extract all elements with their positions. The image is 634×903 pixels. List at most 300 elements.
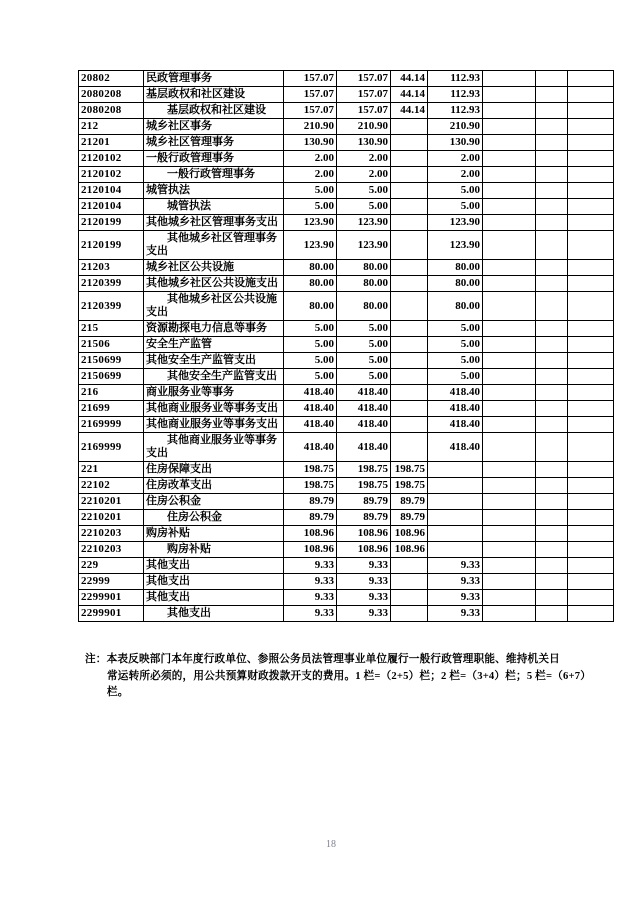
cell-col5 bbox=[483, 478, 536, 494]
cell-subject-code: 2120104 bbox=[79, 183, 144, 199]
cell-col6 bbox=[536, 478, 568, 494]
cell-col7 bbox=[568, 321, 614, 337]
cell-subject-name: 其他商业服务业等事务支出 bbox=[144, 401, 284, 417]
table-row bbox=[79, 151, 614, 167]
cell-col5 bbox=[483, 574, 536, 590]
cell-col5 bbox=[483, 510, 536, 526]
cell-col7 bbox=[568, 292, 614, 321]
cell-col6 bbox=[536, 183, 568, 199]
cell-col7 bbox=[568, 183, 614, 199]
cell-col1: 5.00 bbox=[284, 321, 337, 337]
cell-col3 bbox=[391, 292, 428, 321]
budget-table-body bbox=[79, 71, 614, 622]
cell-subject-name: 住房改革支出 bbox=[144, 478, 284, 494]
cell-col2: 80.00 bbox=[337, 260, 391, 276]
table-row bbox=[79, 292, 614, 321]
cell-col5 bbox=[483, 558, 536, 574]
cell-col2: 80.00 bbox=[337, 276, 391, 292]
cell-col6 bbox=[536, 462, 568, 478]
cell-col2: 5.00 bbox=[337, 183, 391, 199]
cell-col6 bbox=[536, 337, 568, 353]
cell-subject-code: 2169999 bbox=[79, 417, 144, 433]
cell-col6 bbox=[536, 510, 568, 526]
cell-col2: 9.33 bbox=[337, 558, 391, 574]
cell-col3 bbox=[391, 215, 428, 231]
cell-col4: 80.00 bbox=[428, 260, 483, 276]
cell-subject-name: 住房保障支出 bbox=[144, 462, 284, 478]
cell-col6 bbox=[536, 558, 568, 574]
cell-col1: 198.75 bbox=[284, 462, 337, 478]
cell-col3 bbox=[391, 574, 428, 590]
cell-col2: 89.79 bbox=[337, 510, 391, 526]
cell-col7 bbox=[568, 478, 614, 494]
cell-col3: 44.14 bbox=[391, 71, 428, 87]
cell-col4: 5.00 bbox=[428, 353, 483, 369]
cell-col4: 123.90 bbox=[428, 215, 483, 231]
cell-col3 bbox=[391, 167, 428, 183]
cell-col4: 5.00 bbox=[428, 369, 483, 385]
cell-col2: 108.96 bbox=[337, 542, 391, 558]
cell-col5 bbox=[483, 87, 536, 103]
cell-col3: 89.79 bbox=[391, 510, 428, 526]
cell-col5 bbox=[483, 276, 536, 292]
footnote-line: 常运转所必须的，用公共预算财政拨款开支的费用。1 栏=（2+5）栏；2 栏=（3+4）栏；5 栏=（6+7） bbox=[107, 670, 592, 682]
cell-col5 bbox=[483, 542, 536, 558]
cell-col4: 418.40 bbox=[428, 401, 483, 417]
cell-col4: 123.90 bbox=[428, 231, 483, 260]
cell-col2: 9.33 bbox=[337, 606, 391, 622]
cell-subject-code: 2120199 bbox=[79, 231, 144, 260]
cell-col4 bbox=[428, 462, 483, 478]
footnote-line: 栏。 bbox=[107, 687, 129, 698]
cell-col7 bbox=[568, 71, 614, 87]
cell-subject-code: 22999 bbox=[79, 574, 144, 590]
cell-col1: 198.75 bbox=[284, 478, 337, 494]
cell-subject-code: 2150699 bbox=[79, 369, 144, 385]
cell-col1: 9.33 bbox=[284, 558, 337, 574]
cell-subject-name: 城管执法 bbox=[144, 183, 284, 199]
cell-col2: 5.00 bbox=[337, 199, 391, 215]
cell-col5 bbox=[483, 183, 536, 199]
cell-col7 bbox=[568, 135, 614, 151]
cell-col3 bbox=[391, 231, 428, 260]
cell-col1: 130.90 bbox=[284, 135, 337, 151]
cell-col6 bbox=[536, 87, 568, 103]
footnote-line: 注：本表反映部门本年度行政单位、参照公务员法管理事业单位履行一般行政管理职能、维持机关日 bbox=[85, 654, 560, 665]
cell-col7 bbox=[568, 542, 614, 558]
cell-col3 bbox=[391, 590, 428, 606]
cell-col6 bbox=[536, 292, 568, 321]
cell-subject-code: 2169999 bbox=[79, 433, 144, 462]
cell-col7 bbox=[568, 103, 614, 119]
cell-subject-code: 2299901 bbox=[79, 606, 144, 622]
cell-col5 bbox=[483, 135, 536, 151]
cell-subject-name: 资源勘探电力信息等事务 bbox=[144, 321, 284, 337]
cell-col6 bbox=[536, 494, 568, 510]
cell-subject-name: 其他城乡社区公共设施支出 bbox=[144, 292, 284, 321]
cell-col2: 5.00 bbox=[337, 321, 391, 337]
cell-col5 bbox=[483, 417, 536, 433]
table-row bbox=[79, 71, 614, 87]
cell-col6 bbox=[536, 135, 568, 151]
cell-col6 bbox=[536, 542, 568, 558]
cell-col3: 198.75 bbox=[391, 478, 428, 494]
table-row bbox=[79, 199, 614, 215]
cell-col1: 5.00 bbox=[284, 369, 337, 385]
cell-col1: 210.90 bbox=[284, 119, 337, 135]
page-number: 18 bbox=[326, 839, 336, 850]
cell-col1: 157.07 bbox=[284, 87, 337, 103]
table-row bbox=[79, 103, 614, 119]
cell-col5 bbox=[483, 151, 536, 167]
cell-col7 bbox=[568, 462, 614, 478]
cell-col7 bbox=[568, 369, 614, 385]
cell-col3 bbox=[391, 417, 428, 433]
cell-col1: 5.00 bbox=[284, 353, 337, 369]
cell-subject-code: 21201 bbox=[79, 135, 144, 151]
cell-col6 bbox=[536, 385, 568, 401]
cell-subject-name: 其他支出 bbox=[144, 574, 284, 590]
cell-subject-name: 其他城乡社区管理事务支出 bbox=[144, 215, 284, 231]
cell-col7 bbox=[568, 606, 614, 622]
cell-col1: 157.07 bbox=[284, 103, 337, 119]
cell-col2: 5.00 bbox=[337, 337, 391, 353]
cell-col3 bbox=[391, 337, 428, 353]
table-row bbox=[79, 510, 614, 526]
cell-col5 bbox=[483, 337, 536, 353]
cell-col5 bbox=[483, 71, 536, 87]
cell-col7 bbox=[568, 494, 614, 510]
table-row bbox=[79, 526, 614, 542]
cell-col3: 198.75 bbox=[391, 462, 428, 478]
cell-col4: 418.40 bbox=[428, 433, 483, 462]
cell-subject-name: 其他支出 bbox=[144, 606, 284, 622]
cell-col1: 5.00 bbox=[284, 337, 337, 353]
table-row bbox=[79, 478, 614, 494]
cell-subject-name: 其他安全生产监管支出 bbox=[144, 353, 284, 369]
cell-col3 bbox=[391, 151, 428, 167]
cell-col4: 9.33 bbox=[428, 590, 483, 606]
cell-col1: 2.00 bbox=[284, 151, 337, 167]
cell-col1: 123.90 bbox=[284, 215, 337, 231]
cell-col3 bbox=[391, 385, 428, 401]
cell-col6 bbox=[536, 103, 568, 119]
cell-col7 bbox=[568, 401, 614, 417]
cell-col7 bbox=[568, 337, 614, 353]
cell-col3 bbox=[391, 369, 428, 385]
cell-col7 bbox=[568, 151, 614, 167]
cell-col3 bbox=[391, 276, 428, 292]
cell-col6 bbox=[536, 321, 568, 337]
cell-subject-name: 购房补贴 bbox=[144, 526, 284, 542]
cell-subject-name: 其他商业服务业等事务支出 bbox=[144, 417, 284, 433]
cell-col2: 418.40 bbox=[337, 401, 391, 417]
cell-subject-name: 住房公积金 bbox=[144, 494, 284, 510]
cell-subject-name: 城乡社区事务 bbox=[144, 119, 284, 135]
cell-subject-name: 城管执法 bbox=[144, 199, 284, 215]
cell-col1: 80.00 bbox=[284, 292, 337, 321]
cell-col5 bbox=[483, 292, 536, 321]
cell-col6 bbox=[536, 417, 568, 433]
cell-col2: 157.07 bbox=[337, 71, 391, 87]
cell-col6 bbox=[536, 590, 568, 606]
cell-col7 bbox=[568, 590, 614, 606]
table-row bbox=[79, 231, 614, 260]
cell-col3: 44.14 bbox=[391, 103, 428, 119]
table-row bbox=[79, 590, 614, 606]
cell-col4: 2.00 bbox=[428, 151, 483, 167]
cell-col3 bbox=[391, 135, 428, 151]
table-row bbox=[79, 260, 614, 276]
cell-col5 bbox=[483, 103, 536, 119]
cell-col1: 2.00 bbox=[284, 167, 337, 183]
cell-col4: 5.00 bbox=[428, 199, 483, 215]
cell-col4: 2.00 bbox=[428, 167, 483, 183]
table-row bbox=[79, 494, 614, 510]
cell-col4: 9.33 bbox=[428, 558, 483, 574]
cell-col4: 9.33 bbox=[428, 606, 483, 622]
cell-col5 bbox=[483, 231, 536, 260]
cell-subject-name: 城乡社区管理事务 bbox=[144, 135, 284, 151]
table-row bbox=[79, 183, 614, 199]
cell-subject-code: 2120399 bbox=[79, 276, 144, 292]
cell-subject-code: 2150699 bbox=[79, 353, 144, 369]
cell-col5 bbox=[483, 606, 536, 622]
cell-col5 bbox=[483, 353, 536, 369]
cell-col4 bbox=[428, 494, 483, 510]
cell-col6 bbox=[536, 119, 568, 135]
cell-col2: 418.40 bbox=[337, 385, 391, 401]
table-row bbox=[79, 337, 614, 353]
table-row bbox=[79, 574, 614, 590]
cell-col4: 130.90 bbox=[428, 135, 483, 151]
cell-col1: 80.00 bbox=[284, 276, 337, 292]
cell-col4: 80.00 bbox=[428, 292, 483, 321]
cell-col4: 112.93 bbox=[428, 87, 483, 103]
cell-col3: 44.14 bbox=[391, 87, 428, 103]
cell-col2: 198.75 bbox=[337, 462, 391, 478]
table-row bbox=[79, 276, 614, 292]
cell-subject-code: 21506 bbox=[79, 337, 144, 353]
cell-col5 bbox=[483, 526, 536, 542]
cell-subject-name: 其他商业服务业等事务支出 bbox=[144, 433, 284, 462]
cell-col1: 9.33 bbox=[284, 590, 337, 606]
cell-col1: 157.07 bbox=[284, 71, 337, 87]
cell-col7 bbox=[568, 199, 614, 215]
cell-col3 bbox=[391, 260, 428, 276]
cell-col1: 80.00 bbox=[284, 260, 337, 276]
cell-col1: 108.96 bbox=[284, 526, 337, 542]
table-row bbox=[79, 215, 614, 231]
cell-col2: 9.33 bbox=[337, 590, 391, 606]
cell-col4: 5.00 bbox=[428, 321, 483, 337]
cell-col2: 5.00 bbox=[337, 369, 391, 385]
cell-subject-name: 其他城乡社区管理事务支出 bbox=[144, 231, 284, 260]
cell-col3 bbox=[391, 433, 428, 462]
cell-col3: 89.79 bbox=[391, 494, 428, 510]
cell-col7 bbox=[568, 167, 614, 183]
cell-subject-name: 其他支出 bbox=[144, 558, 284, 574]
cell-col7 bbox=[568, 260, 614, 276]
table-row bbox=[79, 135, 614, 151]
cell-col6 bbox=[536, 231, 568, 260]
cell-col6 bbox=[536, 260, 568, 276]
cell-col7 bbox=[568, 87, 614, 103]
cell-col5 bbox=[483, 385, 536, 401]
cell-col5 bbox=[483, 199, 536, 215]
cell-col4: 5.00 bbox=[428, 337, 483, 353]
cell-col1: 418.40 bbox=[284, 433, 337, 462]
cell-col5 bbox=[483, 462, 536, 478]
cell-col5 bbox=[483, 590, 536, 606]
cell-col4: 112.93 bbox=[428, 71, 483, 87]
cell-subject-name: 商业服务业等事务 bbox=[144, 385, 284, 401]
table-row bbox=[79, 401, 614, 417]
cell-col7 bbox=[568, 510, 614, 526]
cell-subject-name: 其他支出 bbox=[144, 590, 284, 606]
cell-subject-code: 2120102 bbox=[79, 151, 144, 167]
cell-subject-name: 城乡社区公共设施 bbox=[144, 260, 284, 276]
cell-col3 bbox=[391, 119, 428, 135]
cell-col2: 2.00 bbox=[337, 167, 391, 183]
cell-subject-code: 2120102 bbox=[79, 167, 144, 183]
cell-subject-code: 21203 bbox=[79, 260, 144, 276]
cell-col6 bbox=[536, 276, 568, 292]
cell-subject-name: 一般行政管理事务 bbox=[144, 167, 284, 183]
cell-col5 bbox=[483, 494, 536, 510]
cell-subject-name: 基层政权和社区建设 bbox=[144, 87, 284, 103]
cell-col5 bbox=[483, 215, 536, 231]
cell-col4: 418.40 bbox=[428, 417, 483, 433]
table-row bbox=[79, 321, 614, 337]
table-row bbox=[79, 417, 614, 433]
cell-col3 bbox=[391, 558, 428, 574]
cell-col1: 418.40 bbox=[284, 417, 337, 433]
cell-col7 bbox=[568, 231, 614, 260]
cell-subject-code: 2080208 bbox=[79, 103, 144, 119]
cell-subject-name: 其他安全生产监管支出 bbox=[144, 369, 284, 385]
cell-col6 bbox=[536, 401, 568, 417]
cell-col4: 112.93 bbox=[428, 103, 483, 119]
cell-col6 bbox=[536, 433, 568, 462]
cell-col7 bbox=[568, 385, 614, 401]
cell-col2: 123.90 bbox=[337, 215, 391, 231]
cell-subject-code: 2120199 bbox=[79, 215, 144, 231]
cell-col5 bbox=[483, 260, 536, 276]
cell-col3 bbox=[391, 321, 428, 337]
cell-col3 bbox=[391, 606, 428, 622]
cell-col1: 9.33 bbox=[284, 606, 337, 622]
table-row bbox=[79, 606, 614, 622]
cell-col6 bbox=[536, 574, 568, 590]
cell-col4 bbox=[428, 478, 483, 494]
cell-subject-code: 2120399 bbox=[79, 292, 144, 321]
table-row bbox=[79, 558, 614, 574]
cell-col7 bbox=[568, 276, 614, 292]
cell-subject-code: 2210201 bbox=[79, 494, 144, 510]
cell-subject-code: 212 bbox=[79, 119, 144, 135]
cell-col1: 5.00 bbox=[284, 199, 337, 215]
cell-col5 bbox=[483, 119, 536, 135]
cell-subject-name: 其他城乡社区公共设施支出 bbox=[144, 276, 284, 292]
cell-col6 bbox=[536, 353, 568, 369]
cell-col1: 89.79 bbox=[284, 510, 337, 526]
table-row bbox=[79, 167, 614, 183]
table-row bbox=[79, 542, 614, 558]
cell-col1: 89.79 bbox=[284, 494, 337, 510]
cell-subject-code: 215 bbox=[79, 321, 144, 337]
cell-col6 bbox=[536, 151, 568, 167]
cell-col4: 5.00 bbox=[428, 183, 483, 199]
table-row bbox=[79, 462, 614, 478]
cell-col7 bbox=[568, 119, 614, 135]
cell-subject-code: 2120104 bbox=[79, 199, 144, 215]
cell-col7 bbox=[568, 417, 614, 433]
cell-col6 bbox=[536, 199, 568, 215]
budget-table bbox=[78, 70, 614, 622]
cell-col1: 5.00 bbox=[284, 183, 337, 199]
cell-col2: 157.07 bbox=[337, 87, 391, 103]
cell-col6 bbox=[536, 606, 568, 622]
cell-col2: 80.00 bbox=[337, 292, 391, 321]
cell-col2: 5.00 bbox=[337, 353, 391, 369]
cell-subject-code: 22102 bbox=[79, 478, 144, 494]
cell-subject-name: 住房公积金 bbox=[144, 510, 284, 526]
cell-col4 bbox=[428, 510, 483, 526]
cell-col3: 108.96 bbox=[391, 542, 428, 558]
cell-col1: 123.90 bbox=[284, 231, 337, 260]
cell-col4 bbox=[428, 542, 483, 558]
cell-col1: 418.40 bbox=[284, 401, 337, 417]
table-row bbox=[79, 119, 614, 135]
footnote bbox=[85, 652, 630, 702]
cell-subject-code: 2299901 bbox=[79, 590, 144, 606]
cell-col2: 123.90 bbox=[337, 231, 391, 260]
cell-subject-name: 安全生产监管 bbox=[144, 337, 284, 353]
cell-col3: 108.96 bbox=[391, 526, 428, 542]
table-row bbox=[79, 87, 614, 103]
cell-col2: 9.33 bbox=[337, 574, 391, 590]
cell-col1: 9.33 bbox=[284, 574, 337, 590]
cell-col4: 80.00 bbox=[428, 276, 483, 292]
cell-col4: 210.90 bbox=[428, 119, 483, 135]
cell-col7 bbox=[568, 215, 614, 231]
cell-subject-code: 21699 bbox=[79, 401, 144, 417]
cell-col2: 418.40 bbox=[337, 433, 391, 462]
cell-subject-code: 20802 bbox=[79, 71, 144, 87]
cell-col6 bbox=[536, 369, 568, 385]
cell-subject-code: 229 bbox=[79, 558, 144, 574]
cell-col3 bbox=[391, 401, 428, 417]
cell-col5 bbox=[483, 433, 536, 462]
cell-col5 bbox=[483, 369, 536, 385]
cell-col2: 2.00 bbox=[337, 151, 391, 167]
cell-subject-code: 2080208 bbox=[79, 87, 144, 103]
cell-col5 bbox=[483, 321, 536, 337]
cell-subject-code: 2210201 bbox=[79, 510, 144, 526]
table-row bbox=[79, 433, 614, 462]
cell-col1: 418.40 bbox=[284, 385, 337, 401]
table-row bbox=[79, 385, 614, 401]
table-row bbox=[79, 353, 614, 369]
cell-col2: 418.40 bbox=[337, 417, 391, 433]
cell-col7 bbox=[568, 433, 614, 462]
cell-col5 bbox=[483, 167, 536, 183]
cell-col2: 157.07 bbox=[337, 103, 391, 119]
cell-col7 bbox=[568, 353, 614, 369]
cell-subject-name: 购房补贴 bbox=[144, 542, 284, 558]
cell-subject-name: 基层政权和社区建设 bbox=[144, 103, 284, 119]
